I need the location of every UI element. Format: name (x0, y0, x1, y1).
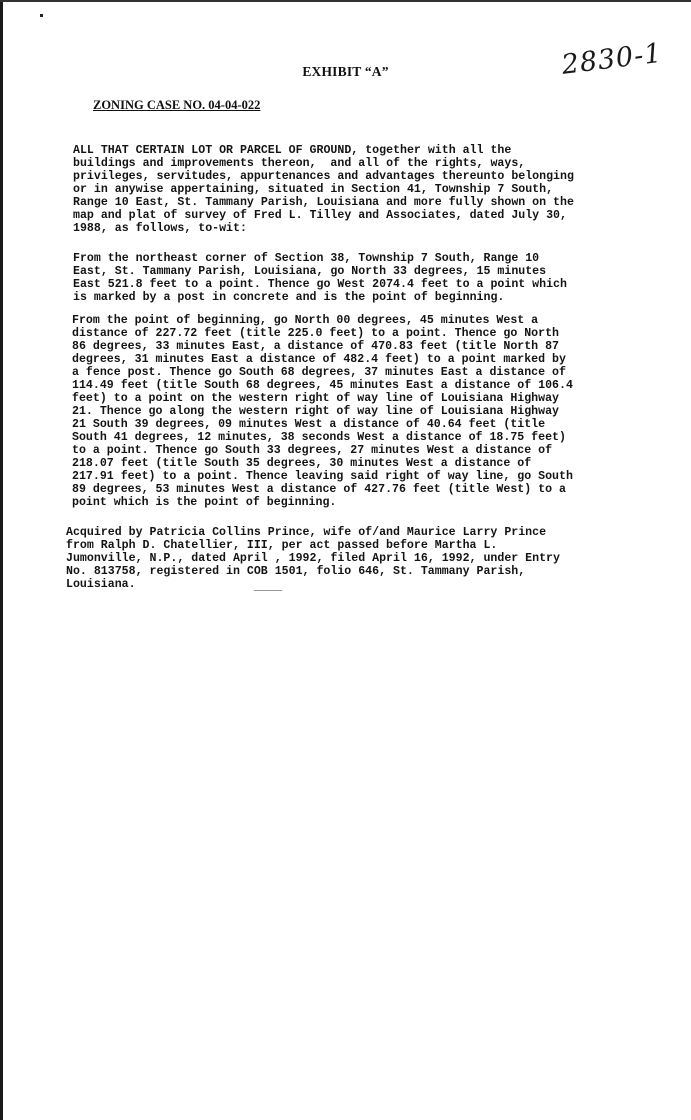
exhibit-title: EXHIBIT “A” (302, 64, 389, 79)
starting-point-paragraph: From the northeast corner of Section 38, Township 7 South, Range 10 East, St. Tammany Parish, Louisiana, go North 33 degrees, 15 minutes East 521.8 feet to a point. Thence go West 2074.4 feet to a point which is marked by a post in concrete and is the point of beginning. (73, 252, 567, 304)
scan-smudge (254, 590, 282, 591)
scan-border-left (0, 0, 3, 1120)
scan-border-top (0, 0, 691, 2)
scan-speck (40, 14, 43, 17)
handwritten-annotation: 2830-1 (560, 37, 665, 81)
acquisition-paragraph: Acquired by Patricia Collins Prince, wife of/and Maurice Larry Prince from Ralph D. Chatellier, III, per act passed before Martha L. Jumonville, N.P., dated April , 1992, filed April 16, 1992, under Entry No. 813758, registered in COB 1501, folio 646, St. Tammany Parish, Louisiana. (66, 526, 560, 591)
boundary-description-paragraph: From the point of beginning, go North 00 degrees, 45 minutes West a distance of 227.72 feet (title 225.0 feet) to a point. Thence go North 86 degrees, 33 minutes East, a distance of 470.83 feet (title North 87 degrees, 31 minutes East a distance of 482.4 feet) to a point marked by a fence post. Thence go South 68 degrees, 37 minutes East a distance of 114.49 feet (title South 68 degrees, 45 minutes East a distance of 106.4 feet) to a point on the western right of way line of Louisiana Highway 21. Thence go along the western right of way line of Louisiana Highway 21 South 39 degrees, 09 minutes West a distance of 40.64 feet (title South 41 degrees, 12 minutes, 38 seconds West a distance of 18.75 feet) to a point. Thence go South 33 degrees, 27 minutes West a distance of 218.07 feet (title South 35 degrees, 30 minutes West a distance of 217.91 feet) to a point. Thence leaving said right of way line, go South 89 degrees, 53 minutes West a distance of 427.76 feet (title West) to a point which is the point of beginning. (72, 314, 573, 509)
zoning-case-number: ZONING CASE NO. 04-04-022 (93, 98, 261, 112)
property-description-paragraph: ALL THAT CERTAIN LOT OR PARCEL OF GROUND, together with all the buildings and improvements thereon, and all of the rights, ways, privileges, servitudes, appurtenances and advantages thereunto belonging or in anywise appertaining, situated in Section 41, Township 7 South, Range 10 East, St. Tammany Parish, Louisiana and more fully shown on the map and plat of survey of Fred L. Tilley and Associates, dated July 30, 1988, as follows, to-wit: (73, 144, 574, 235)
